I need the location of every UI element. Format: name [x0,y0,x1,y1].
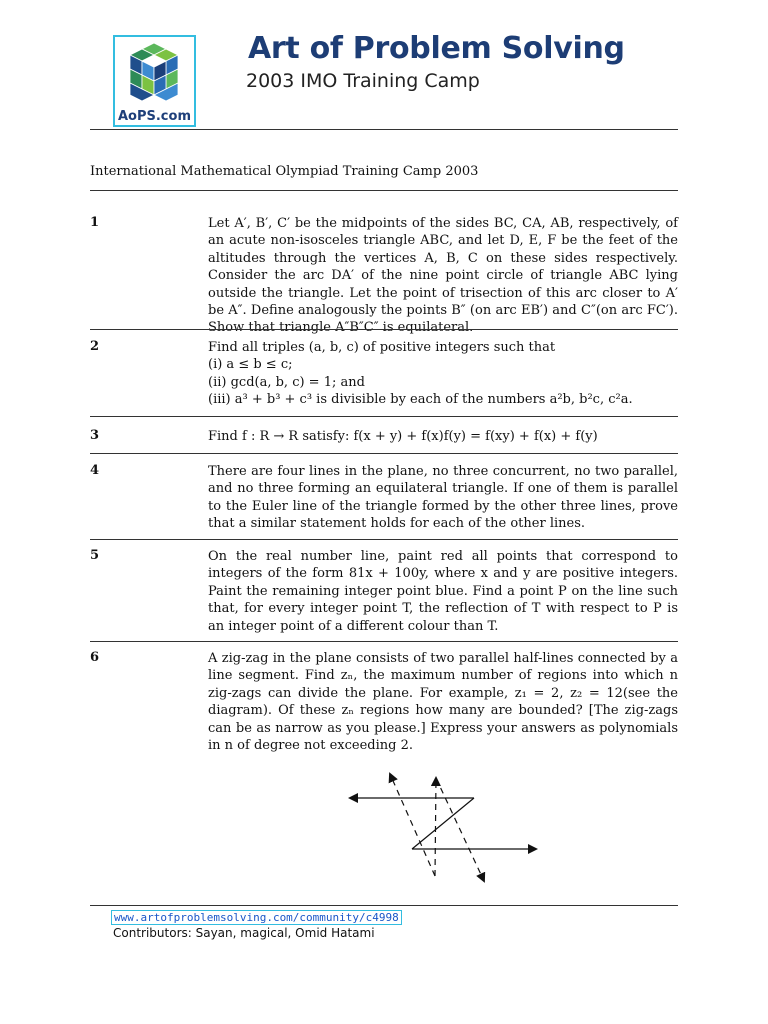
dashed-half-line-2 [436,778,484,881]
problem-number: 6 [90,650,100,665]
divider [90,190,678,191]
problem-text [208,339,678,409]
problem-text: Let A′, B′, C′ be the midpoints of the sides BC, CA, AB, respectively, of an acute non-isosceles triangle ABC, and let D, E, F be the feet of the altitudes through the vertices A, B, C on these sides respectively. Consider the arc DA′ of the nine point circle of triangle ABC lying outside the triangle. Let the point of trisection of this arc closer to A′ be A″. Define analogously the points B″ (on arc EB′) and C″(on arc FC′). Show that triangle A″B″C″ is equilateral. [208,216,678,336]
problem-text: Find f : R → R satisfy: f(x + y) + f(x)f(y) = f(xy) + f(x) + f(y) [208,429,598,444]
brand-title: Art of Problem Solving [248,31,625,66]
problem-number: 2 [90,339,100,354]
camp-subtitle: 2003 IMO Training Camp [246,70,480,92]
problem-number: 3 [90,428,100,443]
problem-line: Find all triples (a, b, c) of positive integers such that [208,340,556,355]
zigzag-diagram [340,768,550,888]
divider [90,416,678,417]
dashed-half-line-1 [435,778,436,876]
connecting-segment [412,798,474,849]
divider [90,641,678,642]
problem-line: (ii) gcd(a, b, c) = 1; and [208,374,365,390]
aops-cube-logo-icon [123,41,186,111]
header-divider [90,129,678,130]
problem-line: (iii) a³ + b³ + c³ is divisible by each of the numbers a²b, b²c, c²a. [208,392,633,408]
problem-text: There are four lines in the plane, no three concurrent, no two parallel, and no three forming an equilateral triangle. If one of them is parallel to the Euler line of the triangle formed by the other three lines, prove that a similar statement holds for each of the other lines. [208,464,678,532]
dashed-segment [390,774,435,876]
logo-text: AoPS.com [117,109,191,124]
problem-number: 1 [90,215,100,230]
divider [90,539,678,540]
community-link[interactable]: www.artofproblemsolving.com/community/c4998 [111,910,402,925]
contributors: Contributors: Sayan, magical, Omid Hatami [113,926,375,940]
solid-zigzag [350,798,536,849]
document-title: International Mathematical Olympiad Training Camp 2003 [90,164,479,179]
footer-divider [90,905,678,906]
problem-number: 4 [90,463,100,478]
problem-text: A zig-zag in the plane consists of two parallel half-lines connected by a line segment. Find zₙ, the maximum number of regions into which n zig-zags can divide the plane. For example, z₁ = 2, z₂ = 12(see the diagram). Of these zₙ regions how many are bounded? [The zig-zags can be as narrow as you please.] Express your answers as polynomials in n of degree not exceeding 2. [208,651,678,754]
divider [90,329,678,330]
divider [90,453,678,454]
problem-number: 5 [90,548,100,563]
aops-logo [113,35,196,127]
problem-text: On the real number line, paint red all points that correspond to integers of the form 81x + 100y, where x and y are positive integers. Paint the remaining integer point blue. Find a point P on the line such that, for every integer point T, the reflection of T with respect to P is an integer point of a different colour than T. [208,549,678,634]
problem-line: (i) a ≤ b ≤ c; [208,357,293,373]
dashed-zigzag [390,774,484,881]
